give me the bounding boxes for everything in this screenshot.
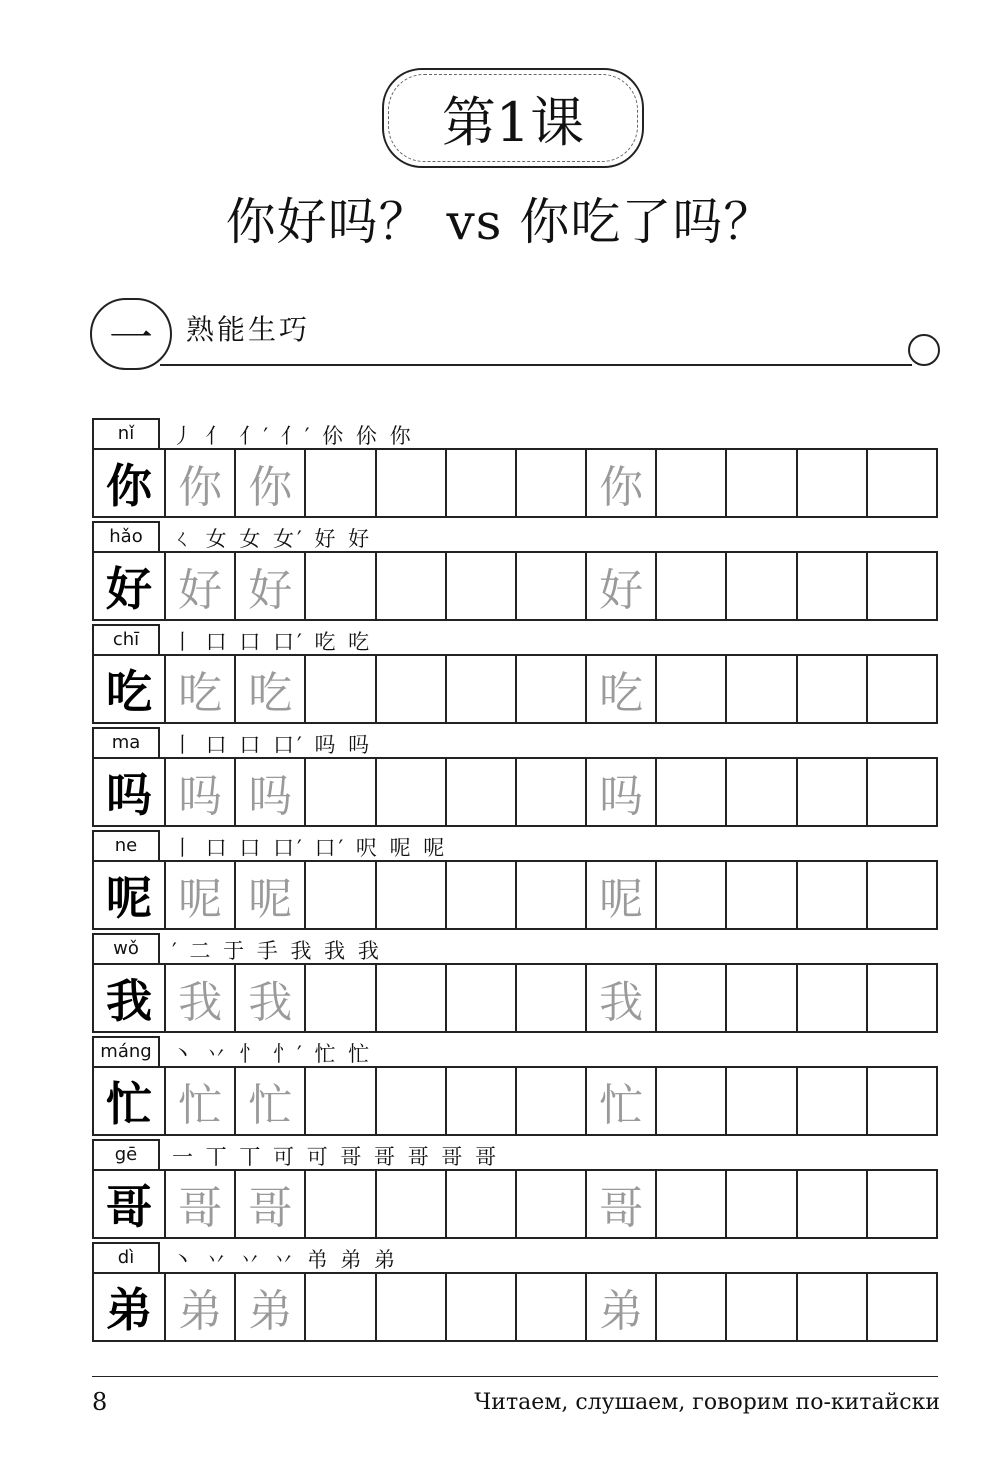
model-character: 我 <box>106 974 152 1028</box>
trace-character: 弟 <box>234 1274 304 1340</box>
writing-cell[interactable] <box>445 862 515 928</box>
stroke-order: 一 丅 丅 可 可 哥 哥 哥 哥 哥 <box>172 1145 500 1169</box>
trace-character: 好 <box>234 553 304 619</box>
trace-character: 哥 <box>164 1171 234 1237</box>
practice-row <box>92 1242 940 1345</box>
writing-cell[interactable] <box>515 450 585 516</box>
stroke-order: 丨 口 口 口′ 口′ 呎 呢 呢 <box>172 836 448 860</box>
writing-cell[interactable] <box>866 862 936 928</box>
writing-grid <box>92 963 938 1033</box>
writing-cell[interactable] <box>304 759 374 825</box>
writing-cell[interactable] <box>445 450 515 516</box>
writing-cell[interactable] <box>725 862 795 928</box>
page-number: 8 <box>92 1388 108 1416</box>
writing-cell[interactable] <box>796 450 866 516</box>
writing-cell[interactable] <box>655 1068 725 1134</box>
writing-cell[interactable] <box>725 1274 795 1340</box>
trace-character: 忙 <box>234 1068 304 1134</box>
writing-cell[interactable] <box>655 656 725 722</box>
writing-cell[interactable] <box>796 1274 866 1340</box>
pinyin-label: gē <box>92 1139 160 1169</box>
trace-character: 好 <box>585 553 655 619</box>
writing-cell[interactable] <box>655 759 725 825</box>
writing-cell[interactable] <box>445 1171 515 1237</box>
trace-character: 吗 <box>164 759 234 825</box>
stroke-order: 丶 丷 忄 忄′ 忙 忙 <box>172 1042 373 1066</box>
writing-cell[interactable] <box>866 1171 936 1237</box>
writing-cell[interactable] <box>375 759 445 825</box>
trace-character: 呢 <box>164 862 234 928</box>
writing-cell[interactable] <box>375 553 445 619</box>
trace-character: 你 <box>164 450 234 516</box>
practice-grid <box>92 418 940 1345</box>
model-character: 吃 <box>106 665 152 719</box>
footer-divider <box>92 1376 938 1377</box>
writing-cell[interactable] <box>304 1171 374 1237</box>
trace-character: 吗 <box>234 759 304 825</box>
writing-cell[interactable] <box>445 656 515 722</box>
writing-cell[interactable] <box>304 1068 374 1134</box>
practice-row <box>92 933 940 1036</box>
writing-cell[interactable] <box>304 656 374 722</box>
writing-cell[interactable] <box>445 759 515 825</box>
model-character: 忙 <box>106 1077 152 1131</box>
writing-grid <box>92 1272 938 1342</box>
writing-cell[interactable] <box>655 862 725 928</box>
trace-character: 呢 <box>585 862 655 928</box>
writing-grid <box>92 860 938 930</box>
writing-cell[interactable] <box>375 862 445 928</box>
pinyin-label: ma <box>92 727 160 757</box>
practice-row <box>92 1139 940 1242</box>
writing-cell[interactable] <box>655 965 725 1031</box>
trace-character: 呢 <box>234 862 304 928</box>
writing-cell[interactable] <box>375 656 445 722</box>
writing-grid <box>92 654 938 724</box>
trace-character: 吃 <box>585 656 655 722</box>
pinyin-label: nǐ <box>92 418 160 448</box>
practice-row <box>92 830 940 933</box>
lesson-title: 你好吗？ vs 你吃了吗？ <box>225 193 775 251</box>
writing-cell[interactable] <box>375 965 445 1031</box>
writing-cell[interactable] <box>725 965 795 1031</box>
section-header <box>90 292 950 382</box>
writing-cell[interactable] <box>304 450 374 516</box>
writing-cell[interactable] <box>515 1068 585 1134</box>
stroke-order: ′ 二 于 手 我 我 我 <box>172 939 382 963</box>
writing-cell[interactable] <box>515 759 585 825</box>
trace-character: 好 <box>164 553 234 619</box>
writing-cell[interactable] <box>375 1068 445 1134</box>
model-character: 呢 <box>106 871 152 925</box>
section-label: 熟能生巧 <box>186 313 311 346</box>
writing-grid <box>92 1066 938 1136</box>
model-character: 你 <box>106 459 152 513</box>
writing-grid <box>92 757 938 827</box>
trace-character: 哥 <box>234 1171 304 1237</box>
trace-character: 吃 <box>164 656 234 722</box>
book-title: Читаем, слушаем, говорим по-китайски <box>474 1390 940 1415</box>
trace-character: 你 <box>234 450 304 516</box>
writing-cell[interactable] <box>866 553 936 619</box>
writing-cell[interactable] <box>304 1274 374 1340</box>
stroke-order: 丨 口 口 口′ 吗 吗 <box>172 733 373 757</box>
writing-cell[interactable] <box>866 759 936 825</box>
section-divider <box>160 364 912 366</box>
writing-cell[interactable] <box>725 1171 795 1237</box>
lesson-badge-text: 第1课 <box>441 90 585 154</box>
model-character: 弟 <box>106 1283 152 1337</box>
writing-grid <box>92 1169 938 1239</box>
model-character: 好 <box>106 562 152 616</box>
trace-character: 弟 <box>164 1274 234 1340</box>
writing-cell[interactable] <box>796 862 866 928</box>
practice-row <box>92 418 940 521</box>
model-character: 吗 <box>106 768 152 822</box>
writing-cell[interactable] <box>304 965 374 1031</box>
trace-character: 忙 <box>585 1068 655 1134</box>
writing-cell[interactable] <box>725 656 795 722</box>
pinyin-label: ne <box>92 830 160 860</box>
writing-cell[interactable] <box>515 553 585 619</box>
writing-cell[interactable] <box>866 1274 936 1340</box>
writing-cell[interactable] <box>445 965 515 1031</box>
writing-cell[interactable] <box>304 862 374 928</box>
writing-cell[interactable] <box>866 1068 936 1134</box>
writing-cell[interactable] <box>445 553 515 619</box>
writing-cell[interactable] <box>796 1068 866 1134</box>
section-number: 一 <box>90 298 172 370</box>
stroke-order: 丿 亻 亻′ 亻′ 伱 伱 你 <box>172 424 414 448</box>
practice-row <box>92 624 940 727</box>
writing-cell[interactable] <box>796 965 866 1031</box>
writing-cell[interactable] <box>655 553 725 619</box>
trace-character: 你 <box>585 450 655 516</box>
practice-row <box>92 1036 940 1139</box>
stroke-order: ㄑ 女 女 女′ 好 好 <box>172 527 373 551</box>
pinyin-label: máng <box>92 1036 160 1066</box>
writing-cell[interactable] <box>866 965 936 1031</box>
stroke-order: 丶 丷 丷 丷 弚 弟 弟 <box>172 1248 399 1272</box>
writing-cell[interactable] <box>375 1171 445 1237</box>
trace-character: 我 <box>234 965 304 1031</box>
trace-character: 忙 <box>164 1068 234 1134</box>
writing-grid <box>92 448 938 518</box>
pinyin-label: hǎo <box>92 521 160 551</box>
writing-cell[interactable] <box>655 1171 725 1237</box>
writing-cell[interactable] <box>725 759 795 825</box>
trace-character: 哥 <box>585 1171 655 1237</box>
writing-cell[interactable] <box>445 1274 515 1340</box>
trace-character: 吃 <box>234 656 304 722</box>
writing-cell[interactable] <box>515 656 585 722</box>
writing-cell[interactable] <box>866 450 936 516</box>
writing-grid <box>92 551 938 621</box>
pinyin-label: chī <box>92 624 160 654</box>
writing-cell[interactable] <box>515 1171 585 1237</box>
writing-cell[interactable] <box>655 1274 725 1340</box>
writing-cell[interactable] <box>796 1171 866 1237</box>
writing-cell[interactable] <box>796 553 866 619</box>
writing-cell[interactable] <box>725 553 795 619</box>
model-character: 哥 <box>106 1180 152 1234</box>
trace-character: 我 <box>585 965 655 1031</box>
practice-row <box>92 727 940 830</box>
section-circle-ornament <box>908 334 940 366</box>
writing-cell[interactable] <box>796 759 866 825</box>
practice-row <box>92 521 940 624</box>
pinyin-label: dì <box>92 1242 160 1272</box>
stroke-order: 丨 口 口 口′ 吃 吃 <box>172 630 373 654</box>
writing-cell[interactable] <box>796 656 866 722</box>
trace-character: 吗 <box>585 759 655 825</box>
writing-cell[interactable] <box>375 450 445 516</box>
writing-cell[interactable] <box>515 862 585 928</box>
writing-cell[interactable] <box>515 965 585 1031</box>
trace-character: 我 <box>164 965 234 1031</box>
writing-cell[interactable] <box>515 1274 585 1340</box>
writing-cell[interactable] <box>375 1274 445 1340</box>
trace-character: 弟 <box>585 1274 655 1340</box>
writing-cell[interactable] <box>655 450 725 516</box>
lesson-badge <box>382 68 644 168</box>
writing-cell[interactable] <box>866 656 936 722</box>
writing-cell[interactable] <box>725 450 795 516</box>
writing-cell[interactable] <box>725 1068 795 1134</box>
pinyin-label: wǒ <box>92 933 160 963</box>
writing-cell[interactable] <box>304 553 374 619</box>
writing-cell[interactable] <box>445 1068 515 1134</box>
